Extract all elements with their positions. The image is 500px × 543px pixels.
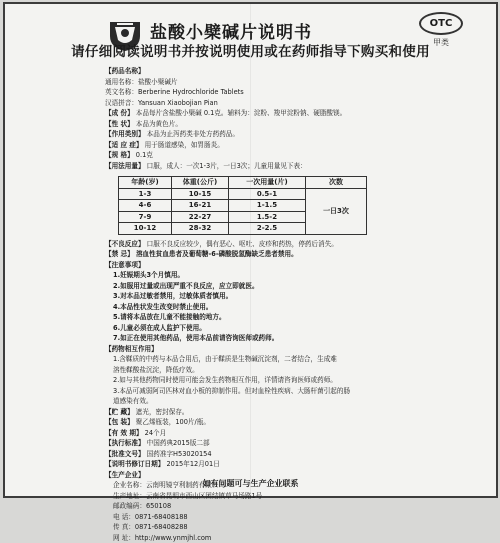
interaction-line: 3.本品可减弱阿司匹林对血小板的抑制作用。但对血栓性疾病、大肠杆菌引起的肠: [105, 386, 473, 397]
package-text: 聚乙烯瓶装，100片/瓶。: [136, 418, 210, 426]
manufacturer-line: 邮政编码：650108: [105, 501, 473, 512]
approval-label: 【批准文号】: [105, 450, 145, 458]
validity-label: 【有 效 期】: [105, 429, 143, 437]
spec-text: 0.1克: [136, 151, 153, 159]
precaution-item: 2.如服用过量或出现严重不良反应，应立即就医。: [105, 281, 473, 292]
manufacturer-line: 企业名称：云南明镜亨利制药有限公司: [105, 480, 473, 491]
table-cell: 7-9: [119, 211, 172, 223]
precaution-item: 6.儿童必须在成人监护下使用。: [105, 323, 473, 334]
standard-label: 【执行标准】: [105, 439, 145, 447]
interaction-line: 道感染有效。: [105, 396, 473, 407]
table-header-dose: 一次用量(片): [229, 177, 306, 189]
precaution-item: 3.对本品过敏者禁用，过敏体质者慎用。: [105, 291, 473, 302]
usage-row: [105, 161, 473, 172]
manufacturer-label: 【生产企业】: [105, 470, 473, 481]
table-cell: 4-6: [119, 200, 172, 212]
table-cell: 10-15: [172, 188, 229, 200]
contact-footer: 如有问题可与生产企业联系: [5, 478, 496, 489]
spec-row: [105, 150, 473, 161]
table-cell: 28-32: [172, 223, 229, 235]
indication-text: 用于肠道感染，如胃肠炎。: [145, 141, 224, 149]
composition-row: [105, 108, 473, 119]
package-row: [105, 417, 473, 428]
indication-row: [105, 140, 473, 151]
table-cell: 1-3: [119, 188, 172, 200]
character-row: [105, 119, 473, 130]
table-cell: 22-27: [172, 211, 229, 223]
spec-label: 【规 格】: [105, 151, 134, 159]
pinyin-name: 汉语拼音：Yansuan Xiaobojian Pian: [105, 98, 473, 109]
table-row: [119, 188, 367, 200]
table-header-weight: 体重(公斤): [172, 177, 229, 189]
table-cell-times: 一日3次: [306, 188, 367, 234]
precaution-item: 4.本品性状发生改变时禁止使用。: [105, 302, 473, 313]
validity-text: 24个月: [145, 429, 167, 437]
storage-row: [105, 407, 473, 418]
revision-text: 2015年12月01日: [166, 460, 219, 468]
adverse-row: [105, 239, 473, 250]
revision-row: [105, 459, 473, 470]
table-cell: 1.5-2: [229, 211, 306, 223]
table-cell: 1-1.5: [229, 200, 306, 212]
standard-text: 中国药典2015版二部: [147, 439, 210, 447]
interaction-line: 溶性鞣酸盐沉淀，降低疗效。: [105, 365, 473, 376]
reading-warning: 请仔细阅读说明书并按说明使用或在药师指导下购买和使用: [5, 40, 496, 60]
table-cell: 10-12: [119, 223, 172, 235]
indication-label: 【适 应 症】: [105, 141, 143, 149]
interaction-label: 【药物相互作用】: [105, 344, 473, 355]
contra-row: [105, 249, 473, 260]
table-cell: 16-21: [172, 200, 229, 212]
character-label: 【性 状】: [105, 120, 134, 128]
storage-label: 【贮 藏】: [105, 408, 134, 416]
table-header-times: 次数: [306, 177, 367, 189]
contra-text: 溶血性贫血患者及葡萄糖-6-磷酸脱氢酶缺乏患者禁用。: [136, 250, 298, 258]
validity-row: [105, 428, 473, 439]
category-label: 【作用类别】: [105, 130, 145, 138]
table-header-age: 年龄(岁): [119, 177, 172, 189]
table-header-row: [119, 177, 367, 189]
adverse-text: 口服不良反应较少，偶有恶心、呕吐、皮疹和药热，停药后消失。: [147, 240, 338, 248]
document-title: 盐酸小檗碱片说明书: [150, 18, 312, 43]
table-cell: 0.5-1: [229, 188, 306, 200]
manufacturer-line: 传 真：0871-68408288: [105, 522, 473, 533]
drug-name-section-label: 【药品名称】: [105, 66, 473, 77]
contra-label: 【禁 忌】: [105, 250, 134, 258]
standard-row: [105, 438, 473, 449]
character-text: 本品为黄色片。: [136, 120, 182, 128]
usage-text: 口服，成人：一次1-3片，一日3次；儿童用量见下表：: [147, 162, 307, 170]
manufacturer-line: 生产地址：云南省昆明市西山区团结镇草马场路1号: [105, 491, 473, 502]
interaction-line: 2.如与其他药物同时使用可能会发生药物相互作用，详情请咨询医师或药师。: [105, 375, 473, 386]
instruction-body: [105, 66, 473, 543]
adverse-label: 【不良反应】: [105, 240, 145, 248]
approval-text: 国药准字H53020154: [147, 450, 212, 458]
category-text: 本品为止泻药类非处方药药品。: [147, 130, 239, 138]
generic-name: 通用名称：盐酸小檗碱片: [105, 77, 473, 88]
precaution-item: 5.请将本品放在儿童不能接触的地方。: [105, 312, 473, 323]
interaction-line: 1.含鞣质的中药与本品合用后，由于鞣质是生物碱沉淀剂，二者结合，生成难: [105, 354, 473, 365]
child-dosage-table: [118, 176, 367, 235]
table-cell: 2-2.5: [229, 223, 306, 235]
approval-row: [105, 449, 473, 460]
otc-badge: OTC: [419, 12, 463, 35]
precaution-item: 7.如正在使用其他药品，使用本品前请咨询医师或药师。: [105, 333, 473, 344]
manufacturer-line: 网 址：http://www.ynmjhl.com: [105, 533, 473, 543]
package-label: 【包 装】: [105, 418, 134, 426]
usage-label: 【用法用量】: [105, 162, 145, 170]
otc-class: 甲类: [419, 37, 463, 48]
instruction-sheet: [3, 2, 498, 498]
composition-label: 【成 份】: [105, 109, 134, 117]
revision-label: 【说明书修订日期】: [105, 460, 164, 468]
precaution-item: 1.妊娠期头3个月慎用。: [105, 270, 473, 281]
english-name: 英文名称：Berberine Hydrochloride Tablets: [105, 87, 473, 98]
composition-text: 本品每片含盐酸小檗碱 0.1克。辅料为：淀粉、羧甲淀粉钠、硬脂酸镁。: [136, 109, 346, 117]
manufacturer-line: 电 话：0871-68408188: [105, 512, 473, 523]
storage-text: 遮光，密封保存。: [136, 408, 189, 416]
precautions-label: 【注意事项】: [105, 260, 473, 271]
category-row: [105, 129, 473, 140]
